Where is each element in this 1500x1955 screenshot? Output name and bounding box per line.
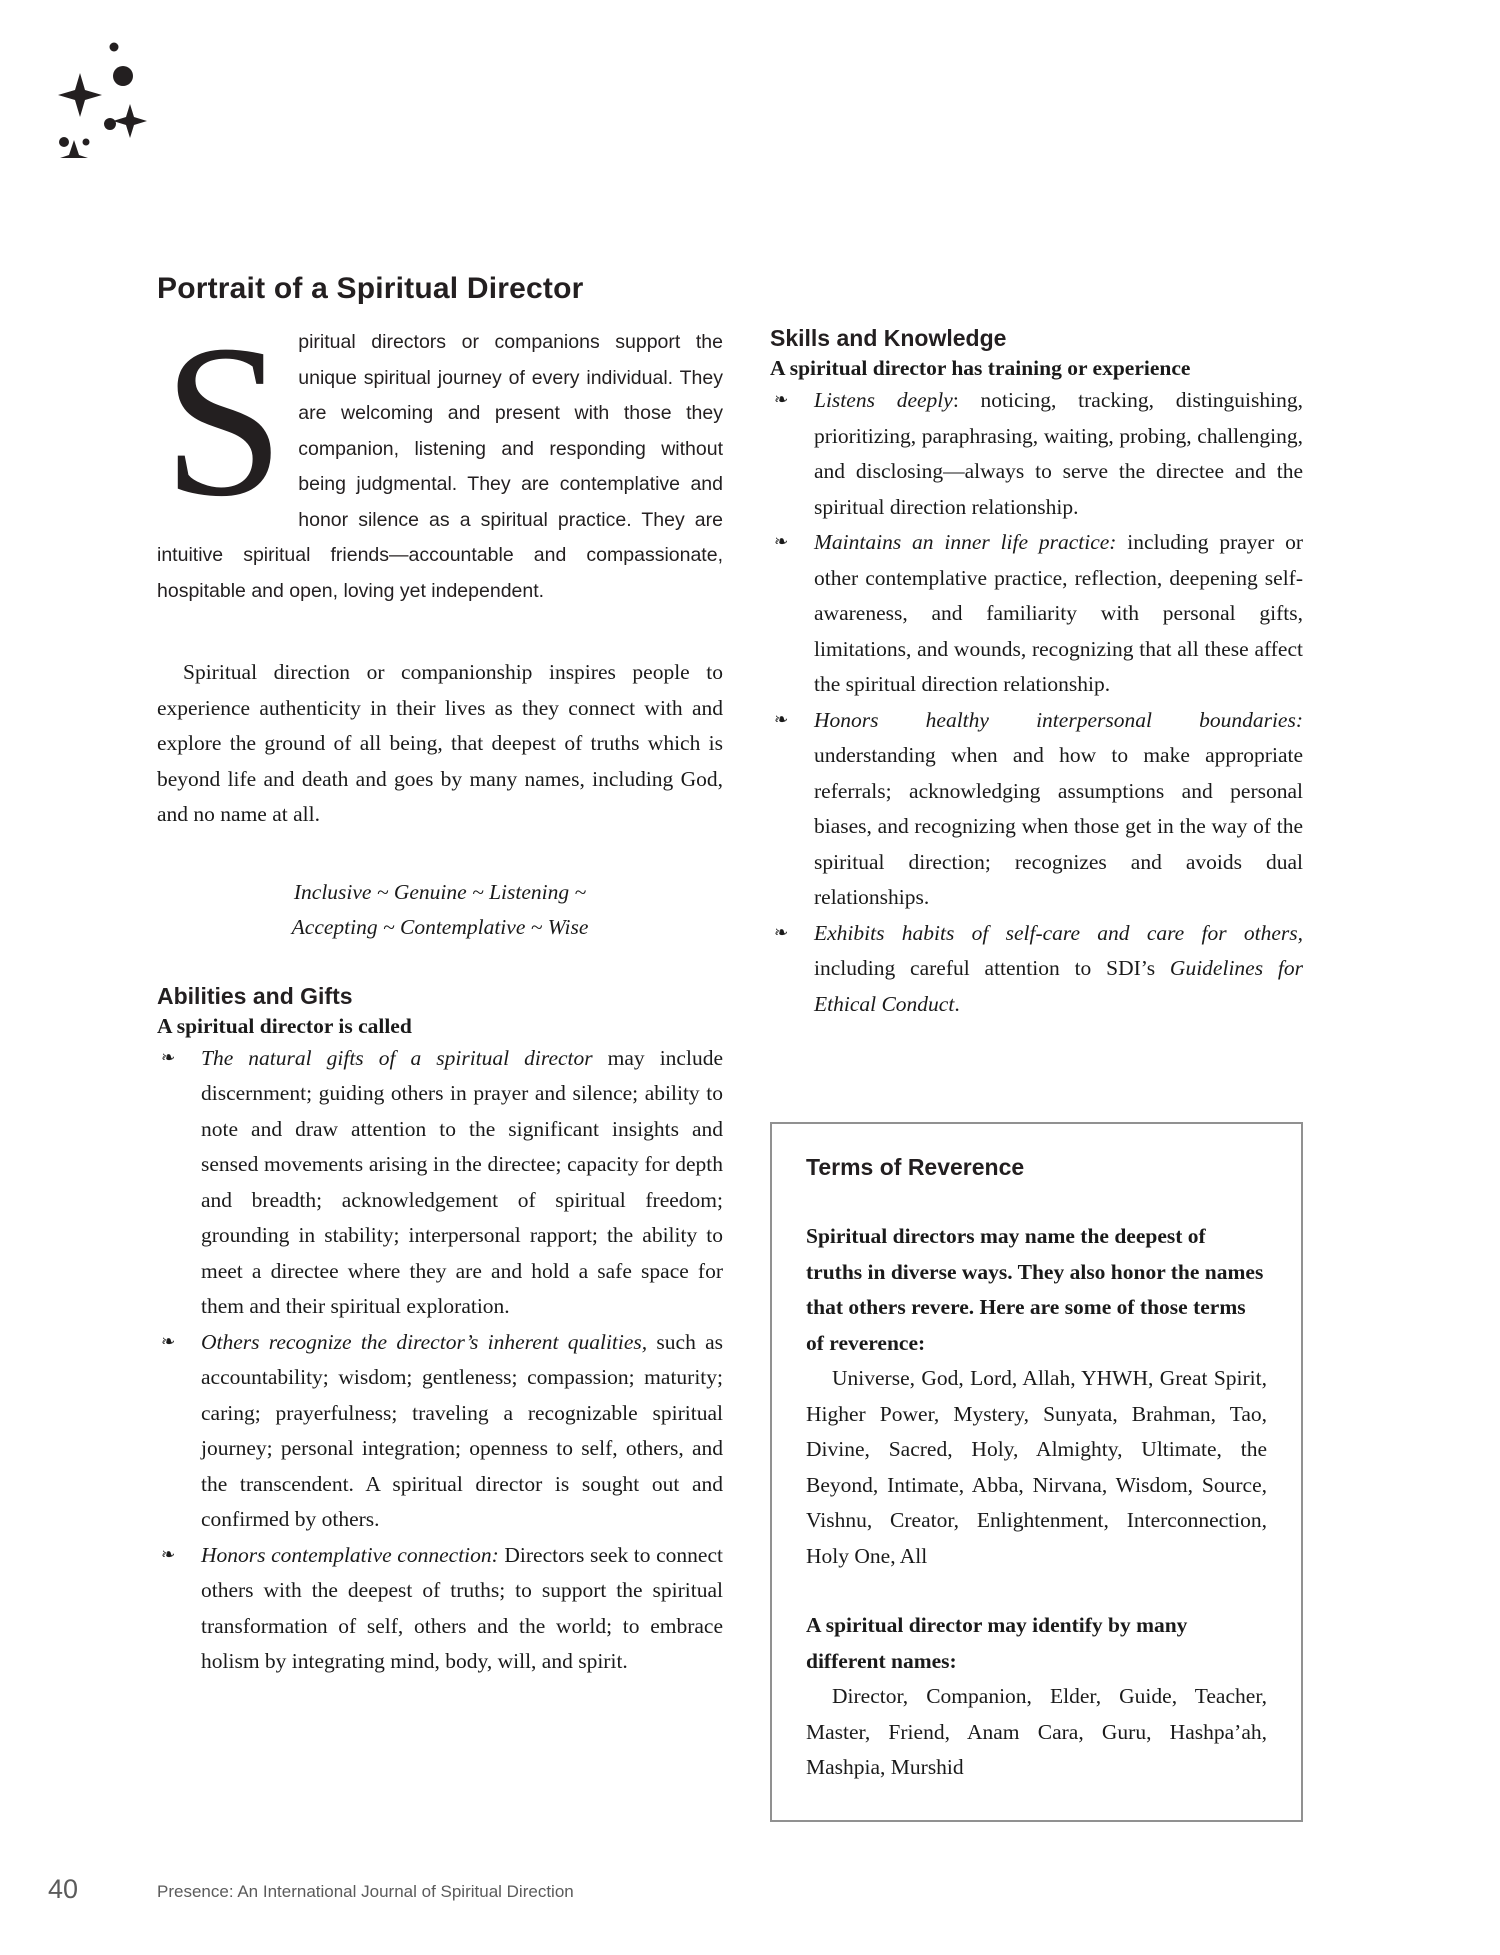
bullet-lead: Exhibits habits of self-care and care for others, <box>814 920 1303 945</box>
left-column <box>157 301 723 1680</box>
bullet-tail-end: . <box>954 991 960 1016</box>
bullet-lead: The natural gifts of a spiritual director <box>201 1045 593 1070</box>
intro-text: piritual directors or companions support the unique spiritual journey of every individual. They are welcoming and present with those they companion, listening and responding without being judgmental. They are contemplative and honor silence as a spiritual practice. They are intuitive spiritual friends—accountable and compassionate, hospitable and open, loving yet independent. <box>157 331 723 602</box>
abilities-bullet-list <box>157 1041 723 1680</box>
bullet-lead: Honors contemplative connection: <box>201 1542 499 1567</box>
director-names-list: Director, Companion, Elder, Guide, Teacher, Master, Friend, Anam Cara, Guru, Hashpa’ah, Mashpia, Murshid <box>806 1684 1267 1779</box>
intro-paragraph <box>157 301 723 609</box>
bullet-rest: may include discernment; guiding others in prayer and silence; ability to note and draw attention to the significant insights and sensed movements arising in the directee; capacity for depth and breadth; acknowledgement of spiritual freedom; grounding in stability; interpersonal rapport; the ability to meet a directee where they are and hold a safe space for them and their spiritual exploration. <box>201 1045 723 1318</box>
floret-bullet-icon: ❧ <box>161 1544 176 1565</box>
sub-heading-called: A spiritual director is called <box>157 1013 412 1038</box>
bullet-rest: including careful attention to SDI’s <box>814 956 1170 980</box>
bullet-lead: Others recognize the director’s inherent qualities, <box>201 1329 648 1354</box>
bullet-italic-tail: Guidelines for Ethical Conduct <box>814 956 1303 1016</box>
floret-bullet-icon: ❧ <box>774 532 789 552</box>
terms-of-reverence-list: Universe, God, Lord, Allah, YHWH, Great Spirit, Higher Power, Mystery, Sunyata, Brahman, Tao, Divine, Sacred, Holy, Almighty, Ultimate, the Beyond, Intimate, Abba, Nirvana, Wisdom, Source, Vishnu, Creator, Enlightenment, Interconnection, Holy One, All <box>806 1366 1267 1568</box>
terms-box-title: Terms of Reverence <box>806 1154 1025 1180</box>
bullet-lead: Listens deeply <box>814 388 953 412</box>
list-item <box>157 1538 723 1680</box>
terms-box-names-lead: A spiritual director may identify by many different names: <box>806 1613 1188 1673</box>
list-item <box>770 383 1303 525</box>
sub-heading-training: A spiritual director has training or experience <box>770 356 1191 380</box>
bullet-lead: Maintains an inner life practice: <box>814 530 1117 554</box>
floret-bullet-icon: ❧ <box>161 1047 176 1068</box>
terms-box-lead: Spiritual directors may name the deepest of truths in diverse ways. They also honor the names that others revere. Here are some of those terms of reverence: <box>806 1224 1264 1355</box>
page-title: Portrait of a Spiritual Director <box>157 272 584 306</box>
bullet-lead: Honors healthy interpersonal boundaries: <box>814 707 1303 732</box>
section-heading-abilities: Abilities and Gifts <box>157 982 353 1009</box>
paragraph-two: Spiritual direction or companionship inspires people to experience authenticity in their lives as they connect with and explore the ground of all being, that deepest of truths which is beyond life and death and goes by many names, including God, and no name at all. <box>157 660 723 826</box>
journal-footer-text: Presence: An International Journal of Spiritual Direction <box>157 1882 574 1901</box>
tagline-line-1: Inclusive ~ Genuine ~ Listening ~ <box>293 879 587 904</box>
list-item <box>770 703 1303 916</box>
bullet-rest: : noticing, tracking, distinguishing, prioritizing, paraphrasing, waiting, probing, challenging, and disclosing—always to serve the directee and the spiritual direction relationship. <box>814 388 1303 519</box>
bullet-rest: Directors seek to connect others with the deepest of truths; to support the spiritual transformation of self, others and the world; to embrace holism by integrating mind, body, will, and spirit. <box>201 1542 723 1673</box>
terms-of-reverence-box <box>770 1122 1303 1822</box>
bullet-rest: such as accountability; wisdom; gentleness; compassion; maturity; caring; prayerfulness; traveling a recognizable spiritual journey; personal integration; openness to self, others, and the transcendent. A spiritual director is sought out and confirmed by others. <box>201 1329 723 1531</box>
section-heading-skills: Skills and Knowledge <box>770 325 1007 351</box>
right-column <box>770 325 1303 1022</box>
floret-bullet-icon: ❧ <box>161 1331 176 1352</box>
tagline-line-2: Accepting ~ Contemplative ~ Wise <box>291 914 589 939</box>
floret-bullet-icon: ❧ <box>774 922 789 943</box>
skills-bullet-list <box>770 383 1303 1022</box>
bullet-rest: including prayer or other contemplative practice, reflection, deepening self-awareness, and familiarity with personal gifts, limitations, and wounds, recognizing that all these affect the spiritual direction relationship. <box>814 530 1303 696</box>
list-item <box>157 1325 723 1538</box>
tagline <box>157 875 723 945</box>
bullet-rest: understanding when and how to make appropriate referrals; acknowledging assumptions and personal biases, and recognizing when those get in the way of the spiritual direction; recognizes and avoids dual relationships. <box>814 743 1303 909</box>
floret-bullet-icon: ❧ <box>774 390 789 410</box>
list-item <box>770 525 1303 703</box>
floret-bullet-icon: ❧ <box>774 709 789 730</box>
list-item <box>157 1041 723 1325</box>
page-number: 40 <box>48 1874 79 1904</box>
list-item <box>770 916 1303 1023</box>
drop-cap: S <box>163 301 285 542</box>
sparkle-cluster-icon <box>22 18 162 158</box>
